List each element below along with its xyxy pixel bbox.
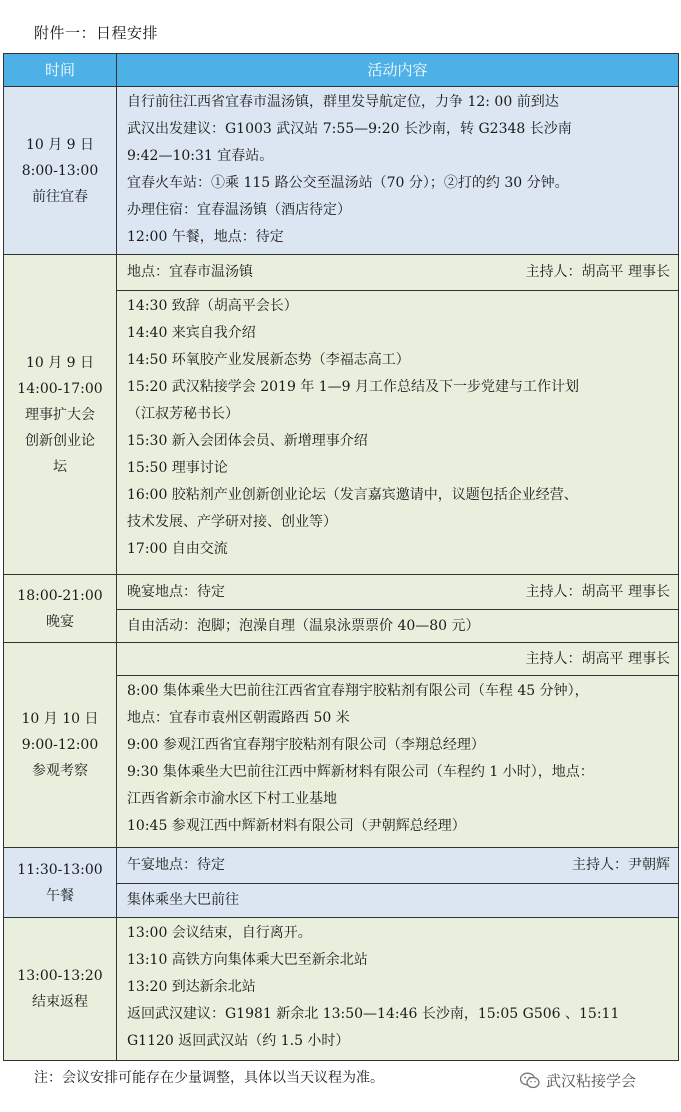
agenda-item: 14:50 环氧胶产业发展新态势（李福志高工） bbox=[127, 352, 410, 368]
time-label: 结束返程 bbox=[32, 994, 88, 1010]
attachment-title: 附件一：日程安排 bbox=[34, 24, 159, 42]
agenda-item: 地点：宜春市袁州区朝霞路西 50 米 bbox=[127, 710, 350, 726]
content-cell-dinner-activity bbox=[117, 610, 679, 643]
time-range: 8:00-13:00 bbox=[21, 162, 99, 179]
time-cell-day1-afternoon bbox=[4, 255, 117, 575]
agenda-item: 13:10 高铁方向集体乘大巴至新余北站 bbox=[127, 952, 368, 968]
time-range: 18:00-21:00 bbox=[17, 587, 103, 604]
row-lunch-location bbox=[4, 848, 679, 884]
row-day1-morning bbox=[4, 87, 679, 255]
time-label: 理事扩大会 bbox=[25, 406, 95, 423]
content-cell-day2-agenda bbox=[117, 676, 679, 848]
time-range: 13:00-13:20 bbox=[17, 968, 103, 984]
row-day2-host bbox=[4, 643, 679, 676]
time-label: 晚宴 bbox=[46, 613, 74, 630]
footnote: 注：会议安排可能存在少量调整，具体以当天议程为准。 bbox=[34, 1070, 384, 1086]
header-content: 活动内容 bbox=[117, 54, 679, 87]
time-date: 10 月 9 日 bbox=[25, 354, 95, 371]
time-cell-return bbox=[4, 918, 117, 1061]
time-cell-dinner bbox=[4, 575, 117, 643]
time-label: 坛 bbox=[53, 458, 67, 475]
content-cell-agenda bbox=[117, 291, 679, 575]
agenda-item: 15:30 新入会团体会员、新增理事介绍 bbox=[127, 433, 368, 449]
content-cell-day2-host bbox=[117, 643, 679, 676]
time-cell-day2-morning bbox=[4, 643, 117, 848]
content-cell-location bbox=[117, 255, 679, 291]
time-label: 前往宜春 bbox=[32, 188, 88, 205]
content-line: 办理住宿：宜春温汤镇（酒店待定） bbox=[127, 202, 351, 218]
time-range: 11:30-13:00 bbox=[17, 861, 103, 878]
location-text: 午宴地点：待定 bbox=[127, 857, 225, 873]
time-label: 创新创业论 bbox=[25, 432, 95, 449]
time-date: 10 月 9 日 bbox=[25, 136, 95, 153]
agenda-item: 10:45 参观江西中辉新材料有限公司（尹朝辉总经理） bbox=[127, 818, 466, 834]
agenda-item: （江叔芳秘书长） bbox=[127, 406, 239, 422]
host-text: 主持人：尹朝辉 bbox=[572, 857, 670, 873]
content-cell-lunch-location bbox=[117, 848, 679, 884]
row-return bbox=[4, 918, 679, 1061]
agenda-item: 13:20 到达新余北站 bbox=[127, 979, 256, 995]
content-line: 宜春火车站：①乘 115 路公交至温汤站（70 分）；②打的约 30 分钟。 bbox=[127, 175, 569, 191]
agenda-item: 返回武汉建议：G1981 新余北 13:50—14:46 长沙南，15:05 G506 、15:11 bbox=[127, 1006, 620, 1022]
agenda-item: 9:00 参观江西省宜春翔宇胶粘剂有限公司（李翔总经理） bbox=[127, 737, 485, 753]
host-text: 主持人：胡高平 理事长 bbox=[525, 583, 670, 600]
location-text: 晚宴地点：待定 bbox=[127, 583, 225, 600]
agenda-item: 17:00 自由交流 bbox=[127, 541, 228, 557]
wechat-icon bbox=[520, 1072, 540, 1089]
time-date: 10 月 10 日 bbox=[21, 711, 99, 727]
agenda-item: 14:40 来宾自我介绍 bbox=[127, 325, 256, 341]
agenda-item: 14:30 致辞（胡高平会长） bbox=[127, 298, 298, 314]
agenda-item: 技术发展、产学研对接、创业等） bbox=[127, 514, 337, 530]
time-cell-day1-morning bbox=[4, 87, 117, 255]
table-header-row bbox=[4, 54, 679, 87]
row-day1-afternoon-location bbox=[4, 255, 679, 291]
activity-text: 自由活动：泡脚；泡澡自理（温泉泳票票价 40—80 元） bbox=[127, 617, 480, 634]
host-text: 主持人：胡高平 理事长 bbox=[525, 264, 670, 280]
content-cell-dinner-location bbox=[117, 575, 679, 610]
agenda-item: 15:20 武汉粘接学会 2019 年 1—9 月工作总结及下一步党建与工作计划 bbox=[127, 379, 580, 395]
content-cell-lunch-note bbox=[117, 884, 679, 918]
time-label: 参观考察 bbox=[32, 763, 88, 779]
row-dinner-location bbox=[4, 575, 679, 610]
content-line: 武汉出发建议：G1003 武汉站 7:55—9:20 长沙南，转 G2348 长沙南 bbox=[127, 121, 572, 137]
header-time: 时间 bbox=[4, 54, 117, 87]
agenda-item: 16:00 胶粘剂产业创新创业论坛（发言嘉宾邀请中，议题包括企业经营、 bbox=[127, 487, 578, 503]
content-line: 12:00 午餐，地点：待定 bbox=[127, 229, 284, 245]
agenda-item: 15:50 理事讨论 bbox=[127, 460, 228, 476]
agenda-item: G1120 返回武汉站（约 1.5 小时） bbox=[127, 1033, 350, 1049]
content-line: 自行前往江西省宜春市温汤镇，群里发导航定位，力争 12: 00 前到达 bbox=[127, 94, 559, 110]
agenda-item: 江西省新余市渝水区下村工业基地 bbox=[127, 791, 337, 807]
watermark-text: 武汉粘接学会 bbox=[546, 1072, 637, 1090]
agenda-item: 13:00 会议结束，自行离开。 bbox=[127, 925, 312, 941]
time-label: 午餐 bbox=[46, 887, 74, 904]
content-line: 9:42—10:31 宜春站。 bbox=[127, 148, 274, 164]
content-cell-return bbox=[117, 918, 679, 1061]
time-cell-lunch bbox=[4, 848, 117, 918]
host-text: 主持人：胡高平 理事长 bbox=[525, 650, 670, 667]
agenda-item: 9:30 集体乘坐大巴前往江西中辉新材料有限公司（车程约 1 小时），地点： bbox=[127, 764, 594, 780]
note-text: 集体乘坐大巴前往 bbox=[127, 892, 239, 908]
watermark bbox=[520, 1070, 636, 1091]
time-range: 14:00-17:00 bbox=[17, 380, 103, 397]
content-cell-day1-morning bbox=[117, 87, 679, 255]
schedule-table bbox=[3, 53, 679, 1061]
location-text: 地点：宜春市温汤镇 bbox=[127, 264, 253, 280]
agenda-item: 8:00 集体乘坐大巴前往江西省宜春翔宇胶粘剂有限公司（车程 45 分钟）， bbox=[127, 683, 589, 699]
time-range: 9:00-12:00 bbox=[21, 737, 99, 753]
